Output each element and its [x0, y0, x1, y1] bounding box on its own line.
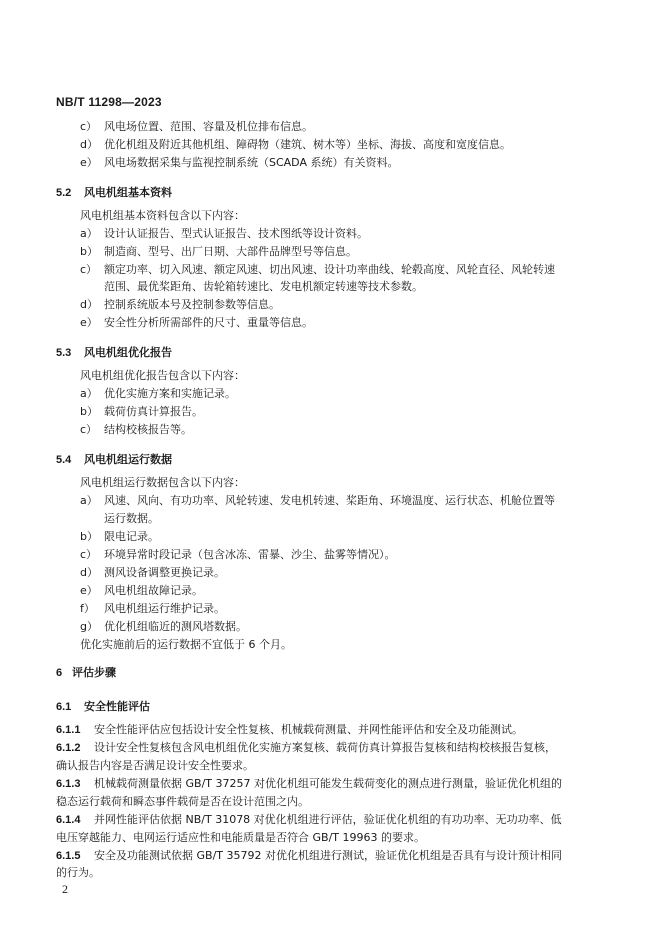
list-item: a） 设计认证报告、型式认证报告、技术图纸等设计资料。: [80, 227, 368, 240]
list-item: d） 测风设备调整更换记录。: [80, 566, 225, 579]
section-note: 优化实施前后的运行数据不宜低于 6 个月。: [80, 638, 292, 651]
section-intro: 风电机组优化报告包含以下内容：: [80, 369, 245, 382]
list-item: g） 优化机组临近的测风塔数据。: [80, 620, 247, 633]
section-intro: 风电机组基本资料包含以下内容：: [80, 209, 245, 222]
section-heading-6-1: 6.1 安全性能评估: [56, 700, 150, 713]
list-item: e） 风电机组故障记录。: [80, 584, 203, 597]
clause-6-1-2: 6.1.2 设计安全性复核包含风电机组优化实施方案复核、载荷仿真计算报告复核和结构校核报告复核，: [56, 741, 556, 754]
list-item: b） 载荷仿真计算报告。: [80, 405, 203, 418]
section-heading-5-3: 5.3 风电机组优化报告: [56, 346, 172, 359]
clause-6-1-3: 6.1.3 机械载荷测量依据 GB/T 37257 对优化机组可能发生载荷变化的测点进行测量，验证优化机组的: [56, 777, 562, 790]
clause-continuation: 确认报告内容是否满足设计安全性要求。: [56, 759, 254, 772]
list-item: e） 安全性分析所需部件的尺寸、重量等信息。: [80, 316, 313, 329]
section-intro: 风电机组运行数据包含以下内容：: [80, 476, 245, 489]
list-item: c） 风电场位置、范围、容量及机位排布信息。: [80, 120, 313, 133]
clause-continuation: 电压穿越能力、电网运行适应性和电能质量是否符合 GB/T 19963 的要求。: [56, 831, 425, 844]
list-item: f） 风电机组运行维护记录。: [80, 602, 225, 615]
clause-continuation: 稳态运行载荷和瞬态事件载荷是否在设计范围之内。: [56, 795, 309, 808]
section-heading-5-2: 5.2 风电机组基本资料: [56, 186, 172, 199]
list-item-continuation: 运行数据。: [104, 512, 159, 525]
list-item: a） 风速、风向、有功功率、风轮转速、发电机转速、桨距角、环境温度、运行状态、机舱位置等: [80, 494, 555, 507]
document-code-header: NB/T 11298—2023: [56, 95, 162, 109]
clause-6-1-1: 6.1.1 安全性能评估应包括设计安全性复核、机械载荷测量、并网性能评估和安全及功能测试。: [56, 723, 523, 736]
chapter-heading-6: 6 评估步骤: [56, 666, 116, 679]
list-item: e） 风电场数据采集与监视控制系统（SCADA 系统）有关资料。: [80, 156, 399, 169]
list-item-continuation: 范围、最优桨距角、齿轮箱转速比、发电机额定转速等技术参数。: [104, 280, 423, 293]
section-heading-5-4: 5.4 风电机组运行数据: [56, 453, 172, 466]
list-item: b） 限电记录。: [80, 530, 159, 543]
list-item: b） 制造商、型号、出厂日期、大部件品牌型号等信息。: [80, 245, 357, 258]
list-item: c） 额定功率、切入风速、额定风速、切出风速、设计功率曲线、轮毂高度、风轮直径、风轮转速: [80, 263, 555, 276]
page-number: 2: [62, 882, 68, 896]
list-item: c） 环境异常时段记录（包含冰冻、雷暴、沙尘、盐雾等情况）。: [80, 548, 396, 561]
list-item: d） 优化机组及附近其他机组、障碍物（建筑、树木等）坐标、海拔、高度和宽度信息。: [80, 138, 511, 151]
clause-continuation: 的行为。: [56, 866, 100, 879]
clause-6-1-5: 6.1.5 安全及功能测试依据 GB/T 35792 对优化机组进行测试，验证优化机组是否具有与设计预计相同: [56, 849, 562, 862]
list-item: a） 优化实施方案和实施记录。: [80, 387, 236, 400]
list-item: c） 结构校核报告等。: [80, 423, 192, 436]
list-item: d） 控制系统版本号及控制参数等信息。: [80, 298, 280, 311]
clause-6-1-4: 6.1.4 并网性能评估依据 NB/T 31078 对优化机组进行评估，验证优化机组的有功功率、无功功率、低: [56, 813, 562, 826]
